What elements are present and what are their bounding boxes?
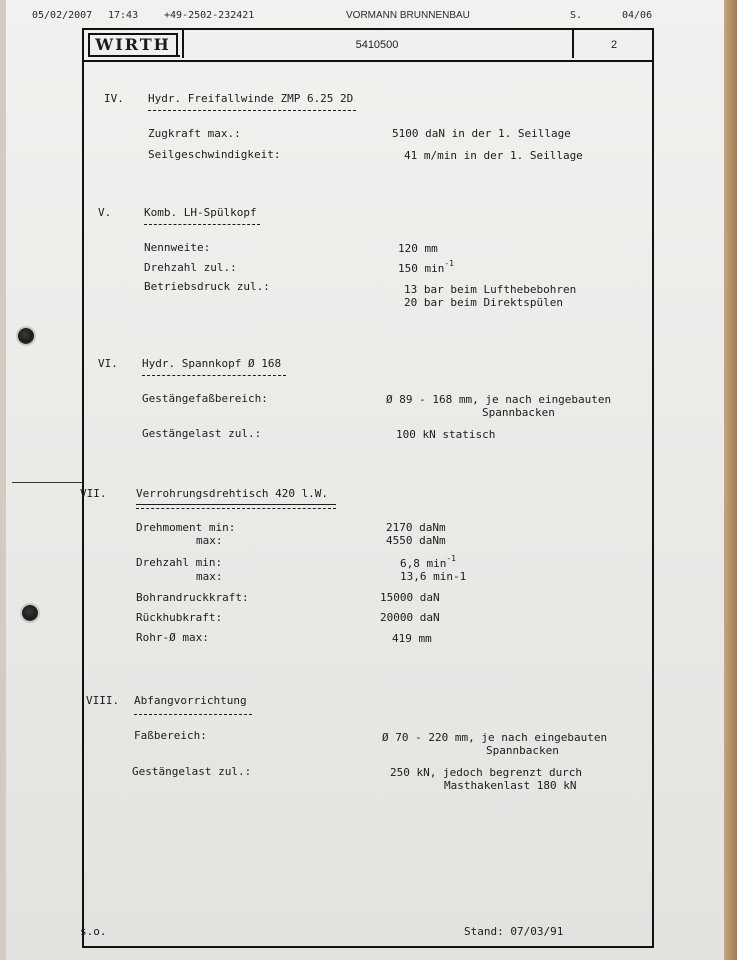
spec-value: 419 mm [392, 632, 432, 645]
section-v-numeral: V. [98, 206, 112, 219]
spec-label: Bohrandruckkraft: [136, 591, 249, 604]
logo-underline [88, 55, 180, 57]
section-iv-numeral: IV. [104, 92, 124, 105]
spec-label: Faßbereich: [134, 729, 207, 742]
spec-value: Ø 89 - 168 mm, je nach eingebauten [386, 393, 612, 406]
spec-label: Zugkraft max.: [148, 127, 241, 140]
wirth-logo: WIRTH [88, 33, 178, 57]
spec-value: 6,8 min [400, 557, 447, 570]
fax-page-prefix: S. [570, 10, 583, 21]
fax-sender: VORMANN BRUNNENBAU [346, 10, 470, 21]
fax-phone: +49-2502-232421 [164, 10, 255, 21]
spec-value: Ø 70 - 220 mm, je nach eingebauten [382, 731, 608, 744]
spec-value: 20000 daN [380, 611, 440, 624]
spec-value-line2: Masthakenlast 180 kN [444, 779, 577, 792]
spec-value-with-exponent [398, 259, 454, 275]
fax-time: 17:43 [108, 10, 139, 21]
spec-value: 5100 daN in der 1. Seillage [392, 127, 571, 140]
document-frame [82, 28, 654, 948]
section-viii-title: Abfangvorrichtung [134, 694, 247, 707]
sheet-number: 2 [572, 30, 654, 58]
spec-value: 15000 daN [380, 591, 440, 604]
spec-value: 13,6 min-1 [400, 570, 467, 583]
section-iv-title: Hydr. Freifallwinde ZMP 6.25 2D [148, 92, 354, 105]
spec-value: 120 mm [398, 242, 438, 255]
spec-label: Betriebsdruck zul.: [144, 280, 270, 293]
spec-value: 4550 daNm [386, 534, 446, 547]
section-iv-underline [148, 110, 356, 112]
fold-line [12, 482, 82, 483]
spec-label: max: [196, 570, 223, 583]
section-vii-title: Verrohrungsdrehtisch 420 l.W. [136, 487, 329, 500]
spec-label: Seilgeschwindigkeit: [148, 148, 281, 161]
document-number: 5410500 [355, 39, 399, 51]
spec-label: Gestängefaßbereich: [142, 392, 268, 405]
section-vi-title: Hydr. Spannkopf Ø 168 [142, 357, 282, 370]
spec-label: Rückhubkraft: [136, 611, 223, 624]
spec-value-line2: Spannbacken [482, 406, 555, 419]
logo-cell [84, 30, 184, 58]
section-vi-numeral: VI. [98, 357, 118, 370]
punch-hole-bottom [22, 605, 38, 621]
spec-value-line2: 20 bar beim Direktspülen [404, 296, 563, 309]
section-vi-underline [142, 375, 286, 377]
spec-value-line2: Spannbacken [486, 744, 559, 757]
fax-page-number: 04/06 [622, 10, 653, 21]
spec-label: Rohr-Ø max: [136, 631, 209, 644]
section-v-title: Komb. LH-Spülkopf [144, 206, 257, 219]
spec-label: max: [196, 534, 223, 547]
section-vii-underline [136, 504, 336, 509]
spec-value: 13 bar beim Lufthebebohren [404, 283, 577, 296]
spec-label: Nennweite: [144, 241, 211, 254]
punch-hole-top [18, 328, 34, 344]
spec-value: 100 kN statisch [396, 428, 496, 441]
section-viii-numeral: VIII. [86, 694, 120, 707]
fax-date: 05/02/2007 [32, 10, 93, 21]
spec-label: Gestängelast zul.: [132, 765, 252, 778]
spec-value-with-exponent [400, 554, 456, 570]
spec-value: 250 kN, jedoch begrenzt durch [390, 766, 583, 779]
exponent: -1 [444, 259, 454, 268]
document-header [84, 30, 652, 62]
section-v-underline [144, 224, 260, 226]
exponent: -1 [446, 554, 456, 563]
spec-label: Drehzahl zul.: [144, 261, 237, 274]
fax-header-line [0, 10, 737, 24]
spec-label: Drehzahl min: [136, 556, 223, 569]
spec-value: 150 min [398, 262, 445, 275]
footer-left: s.o. [80, 925, 107, 938]
spec-value: 2170 daNm [386, 521, 446, 534]
spec-value: 41 m/min in der 1. Seillage [404, 149, 583, 162]
section-vii-numeral: VII. [80, 487, 107, 500]
page-edge-right [724, 0, 737, 960]
section-viii-underline [134, 714, 252, 716]
spec-label: Gestängelast zul.: [142, 427, 262, 440]
spec-label: Drehmoment min: [136, 521, 236, 534]
footer-stand-date: Stand: 07/03/91 [464, 925, 564, 938]
